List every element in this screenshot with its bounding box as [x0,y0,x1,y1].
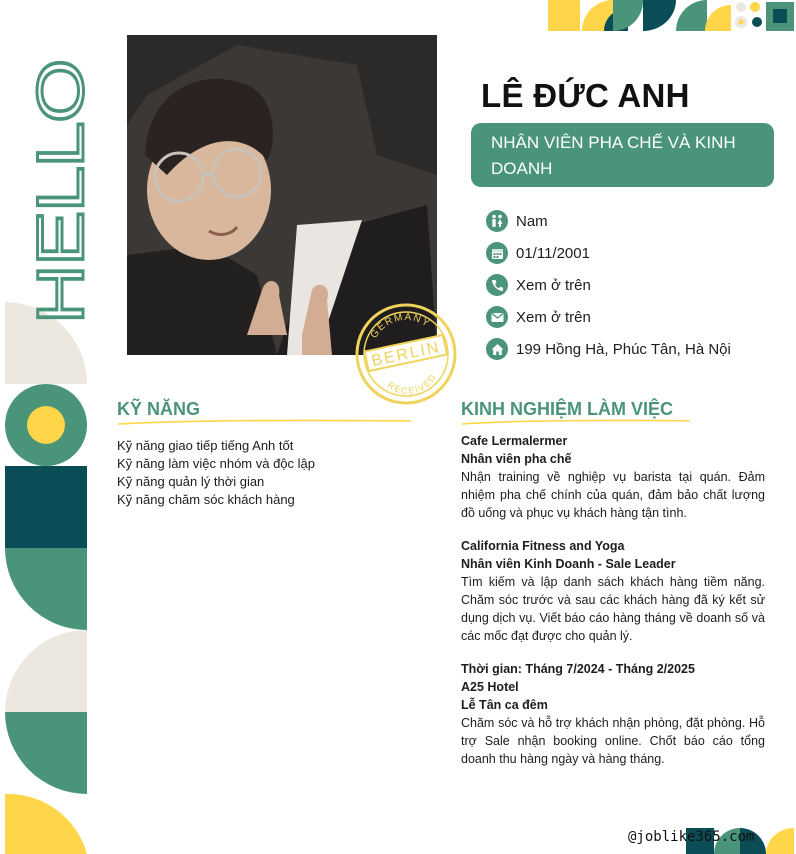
experience-period: Thời gian: Tháng 7/2024 - Tháng 2/2025 [461,662,695,676]
experience-item [461,660,765,768]
info-gender [486,205,731,237]
info-phone [486,269,731,301]
info-birthdate [486,237,731,269]
experience-description: Tìm kiếm và lập danh sách khách hàng tiềm năng. Chăm sóc trước và sau các khách hàng đã ký kết sử dụng dịch vụ. Viết báo cáo hàng tháng về doanh số và các mốc đạt được cho quản lý. [461,575,765,643]
info-email [486,301,731,333]
info-address [486,333,731,365]
experience-position: Nhân viên pha chế [461,452,572,466]
skill-item: Kỹ năng làm việc nhóm và độc lập [117,456,315,471]
svg-text:BERLIN: BERLIN [370,338,443,371]
experience-item [461,432,765,522]
phone-icon [486,274,508,296]
contact-info-list [486,205,731,365]
experience-item [461,537,765,645]
info-gender-text: Nam [516,212,548,230]
footer-watermark: @joblike365.com [628,829,755,845]
berlin-stamp [354,302,458,406]
experience-list [461,432,765,783]
job-title-box [471,123,774,187]
info-phone-text: Xem ở trên [516,276,591,294]
svg-text:HELLO: HELLO [23,112,97,324]
experience-company: Cafe Lermalermer [461,434,568,448]
experience-position: Nhân viên Kinh Doanh - Sale Leader [461,557,676,571]
calendar-icon [486,242,508,264]
top-decorative-strip [548,0,796,33]
hello-vertical-text [23,60,97,324]
gender-icon [486,210,508,232]
home-icon [486,338,508,360]
skill-item: Kỹ năng chăm sóc khách hàng [117,492,295,507]
skills-heading-underline [117,418,412,426]
skill-item: Kỹ năng quản lý thời gian [117,474,265,489]
info-email-text: Xem ở trên [516,308,591,326]
skill-item: Kỹ năng giao tiếp tiếng Anh tốt [117,438,294,453]
person-name: LÊ ĐỨC ANH [481,77,690,114]
job-title: NHÂN VIÊN PHA CHẾ VÀ KINH DOANH [491,133,736,178]
experience-description: Chăm sóc và hỗ trợ khách nhận phòng, đặt phòng. Hỗ trợ Sale nhận booking online. Chốt báo cáo tổng doanh thu hàng ngày và hàng tháng. [461,716,765,766]
experience-position: Lễ Tân ca đêm [461,698,548,712]
experience-company: California Fitness and Yoga [461,539,625,553]
skills-heading: KỸ NĂNG [117,399,201,419]
mail-icon [486,306,508,328]
experience-heading-underline [461,418,691,426]
experience-heading: KINH NGHIỆM LÀM VIỆC [461,399,674,419]
info-birthdate-text: 01/11/2001 [516,244,590,262]
experience-description: Nhận training về nghiệp vụ barista tại quán. Đảm nhiệm pha chế chính của quán, đảm bảo chất lượng đồ uống và phục vụ khách hàng tận tình. [461,470,765,520]
experience-company: A25 Hotel [461,680,519,694]
svg-text:GERMANY: GERMANY [368,311,433,341]
skills-list [117,437,315,509]
info-address-text: 199 Hồng Hà, Phúc Tân, Hà Nội [516,340,731,358]
svg-text:RECEIVED: RECEIVED [385,371,439,397]
